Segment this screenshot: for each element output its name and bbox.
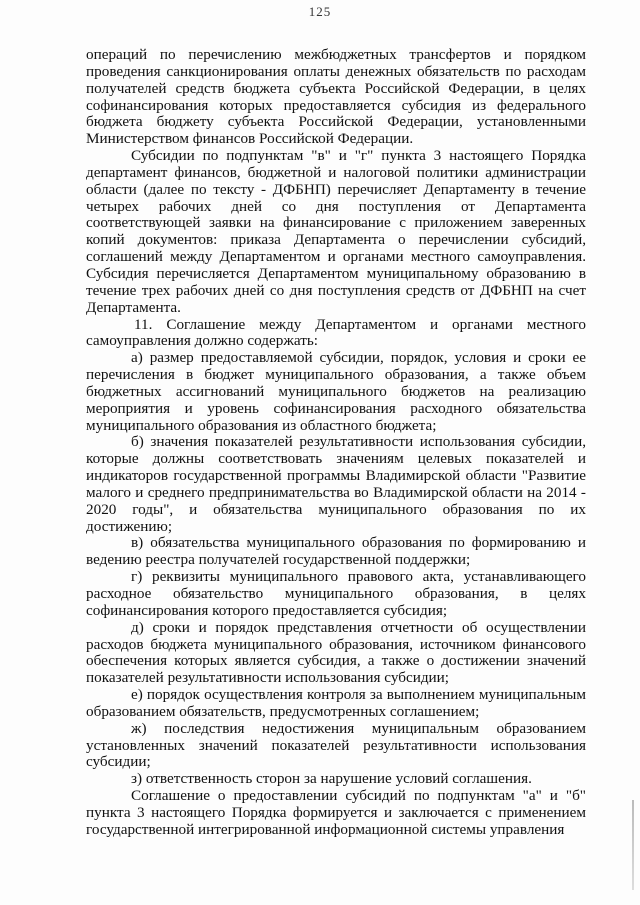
list-item-e: е) порядок осуществления контроля за выполнением муниципальным образованием обязательств, предусмотренных соглашением;	[86, 686, 586, 720]
list-item-v: в) обязательства муниципального образования по формированию и ведению реестра получателей государственной поддержки;	[86, 534, 586, 569]
list-item-z: з) ответственность сторон за нарушение условий соглашения.	[131, 770, 532, 788]
list-item-zh: ж) последствия недостижения муниципальным образованием установленных значений показателей результативности использования субсидии;	[86, 719, 586, 771]
page-number: 125	[308, 4, 332, 19]
document-body	[86, 47, 586, 839]
list-item-g: г) реквизиты муниципального правового акта, устанавливающего расходное обязательство муниципального образования, в целях софинансирования которого предоставляется субсидия;	[86, 568, 586, 619]
paragraph-subsidies-v-g: Субсидии по подпунктам "в" и "г" пункта 3 настоящего Порядка департамент финансов, бюджетной и налоговой политики администрации области (далее по тексту - ДФБНП) перечисляет Департаменту в течение четырех рабочих дней со дня поступления от Департамента соответствующей заявки на финансирование с приложением заверенных копий документов: приказа Департамента о перечислении субсидий, соглашений между Департаментом и органами местного самоуправления. Субсидия перечисляется Департаментом муниципальному образованию в течение трех рабочих дней со дня поступления средств от ДФБНП на счет Департамента.	[86, 147, 586, 316]
list-item-d: д) сроки и порядок представления отчетности об осуществлении расходов бюджета муниципального образования, источником финансового обеспечения которых является субсидия, а также о достижении значений показателей результативности использования субсидии;	[86, 618, 586, 687]
paragraph-11-agreement: 11. Соглашение между Департаментом и органами местного самоуправления должно содержать:	[86, 315, 586, 350]
scan-edge-mark	[632, 800, 634, 890]
list-item-a: а) размер предоставляемой субсидии, порядок, условия и сроки ее перечисления в бюджет муниципального образования, а также объем бюджетных ассигнований муниципального бюджетов на реализацию мероприятия и уровень софинансирования расходного обязательства муниципального образования из областного бюджета;	[86, 349, 586, 434]
list-item-b: б) значения показателей результативности использования субсидии, которые должны соответствовать значениям целевых показателей и индикаторов государственной программы Владимирской области "Развитие малого и среднего предпринимательства во Владимирской области на 2014 - 2020 годы", и обязательства муниципального образования по их достижению;	[86, 433, 586, 535]
paragraph-continuation: операций по перечислению межбюджетных трансфертов и порядком проведения санкционирования оплаты денежных обязательств по расходам получателей средств бюджета субъекта Российской Федерации, в целях софинансирования которых предоставляется субсидия из федерального бюджета бюджету субъекта Российской Федерации, установленными Министерством финансов Российской Федерации.	[86, 46, 586, 148]
paragraph-agreement-a-b: Соглашение о предоставлении субсидий по подпунктам "а" и "б" пункта 3 настоящего Порядка формируется и заключается с применением государственной интегрированной информационной системы управления	[86, 787, 586, 838]
